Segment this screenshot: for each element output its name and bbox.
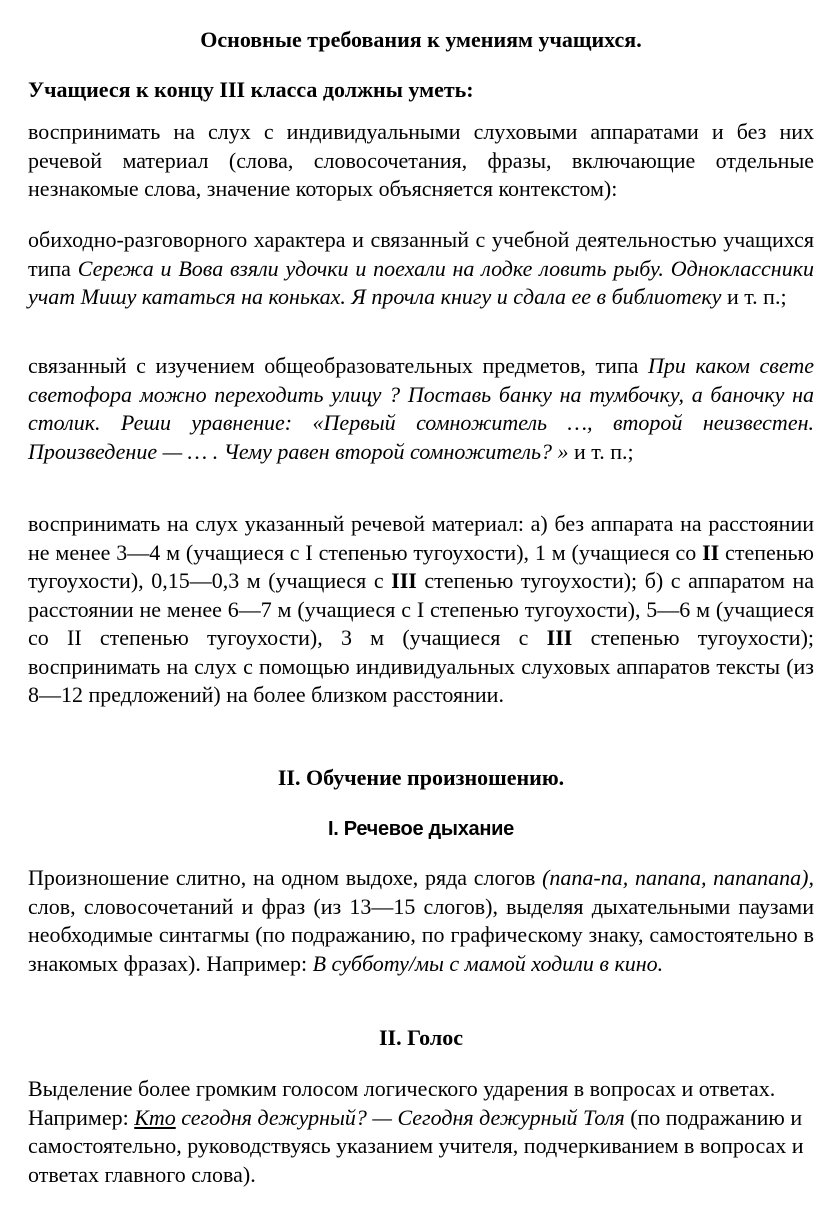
paragraph-text: обиходно-разговорного характера и связанный с учебной деятельностью учащихся типа — [28, 227, 814, 281]
paragraph-text: Выделение более громким голосом логического ударения в вопросах и ответах. Например: — [28, 1076, 776, 1130]
paragraph-text: связанный с изучением общеобразовательных предметов, типа — [28, 353, 649, 378]
paragraph-text: воспринимать на слух с индивидуальными слуховыми аппаратами и без них речевой материал (слова, словосочетания, фразы, включающие отдельные незнакомые слова, значение которых объясняется контекстом): — [28, 119, 814, 201]
document-title: Основные требования к умениям учащихся. — [200, 27, 642, 52]
paragraph-text: слов, словосочетаний и фраз (из 13—15 слогов), выделяя дыхательными паузами необходимые синтагмы (по подражанию, по графическому знаку, самостоятельно в знакомых фразах). Например: — [28, 893, 814, 976]
paragraph-text: степенью тугоухости), 0,15—0,3 м (учащиеся с — [28, 539, 814, 593]
paragraph-school-subjects — [28, 352, 814, 466]
roman-numeral: III — [391, 568, 417, 593]
example-dialogue: сегодня дежурный? — Сегодня дежурный Толя — [175, 1104, 625, 1130]
paragraph-distance — [28, 510, 814, 710]
subsection-heading-breathing: I. Речевое дыхание — [328, 818, 514, 840]
paragraph-everyday-speech — [28, 226, 814, 312]
paragraph-breathing — [28, 864, 814, 978]
section-heading-pronunciation: II. Обучение произношению. — [277, 765, 565, 790]
paragraph-text: степенью тугоухости); воспринимать на слух с помощью индивидуальных слуховых аппаратов тексты (из 8—12 предложений) на более близком расстоянии. — [28, 625, 815, 707]
paragraph-text: Произношение слитно, на одном выдохе, ряда слогов — [28, 865, 543, 890]
paragraph-perception — [28, 118, 814, 204]
paragraph-text: и т. п.; — [568, 438, 634, 464]
paragraph-text: степенью тугоухости); б) с аппаратом на расстоянии не менее 6—7 м (учащиеся с I степенью тугоухости), 5—6 м (учащиеся со II степенью тугоухости), 3 м (учащиеся с — [28, 568, 814, 650]
roman-numeral: II — [702, 539, 720, 565]
paragraph-text: воспринимать на слух указанный речевой материал: а) без аппарата на расстоянии не менее 3—4 м (учащиеся с I степенью тугоухости), 1 м (учащиеся со — [28, 511, 814, 565]
example-syllables: (папа-па, папапа, папапапа), — [542, 865, 814, 890]
example-phrases: Сережа и Вова взяли удочки и поехали на лодке ловить рыбу. Одноклассники учат Мишу кататься на коньках. Я прочла книгу и сдала ее в библиотеку — [28, 255, 814, 309]
requirements-heading: Учащиеся к концу III класса должны уметь: — [28, 77, 474, 102]
example-phrase: В субботу/мы с мамой ходили в кино. — [312, 950, 664, 976]
underlined-word: Кто — [134, 1104, 176, 1130]
example-phrases: При каком свете светофора можно переходить улицу ? Поставь банку на тумбочку, а баночку на столик. Реши уравнение: «Первый сомножитель …, второй неизвестен. Произведение — … . Чему равен второй сомножитель? » — [28, 353, 814, 464]
paragraph-text: и т. п.; — [721, 284, 787, 309]
roman-numeral: III — [546, 625, 573, 650]
paragraph-voice — [28, 1075, 814, 1189]
subsection-heading-voice: II. Голос — [378, 1025, 463, 1050]
paragraph-text: (по подражанию и самостоятельно, руководствуясь указанием учителя, подчеркиванием в вопросах и ответах главного слова). — [28, 1104, 804, 1187]
